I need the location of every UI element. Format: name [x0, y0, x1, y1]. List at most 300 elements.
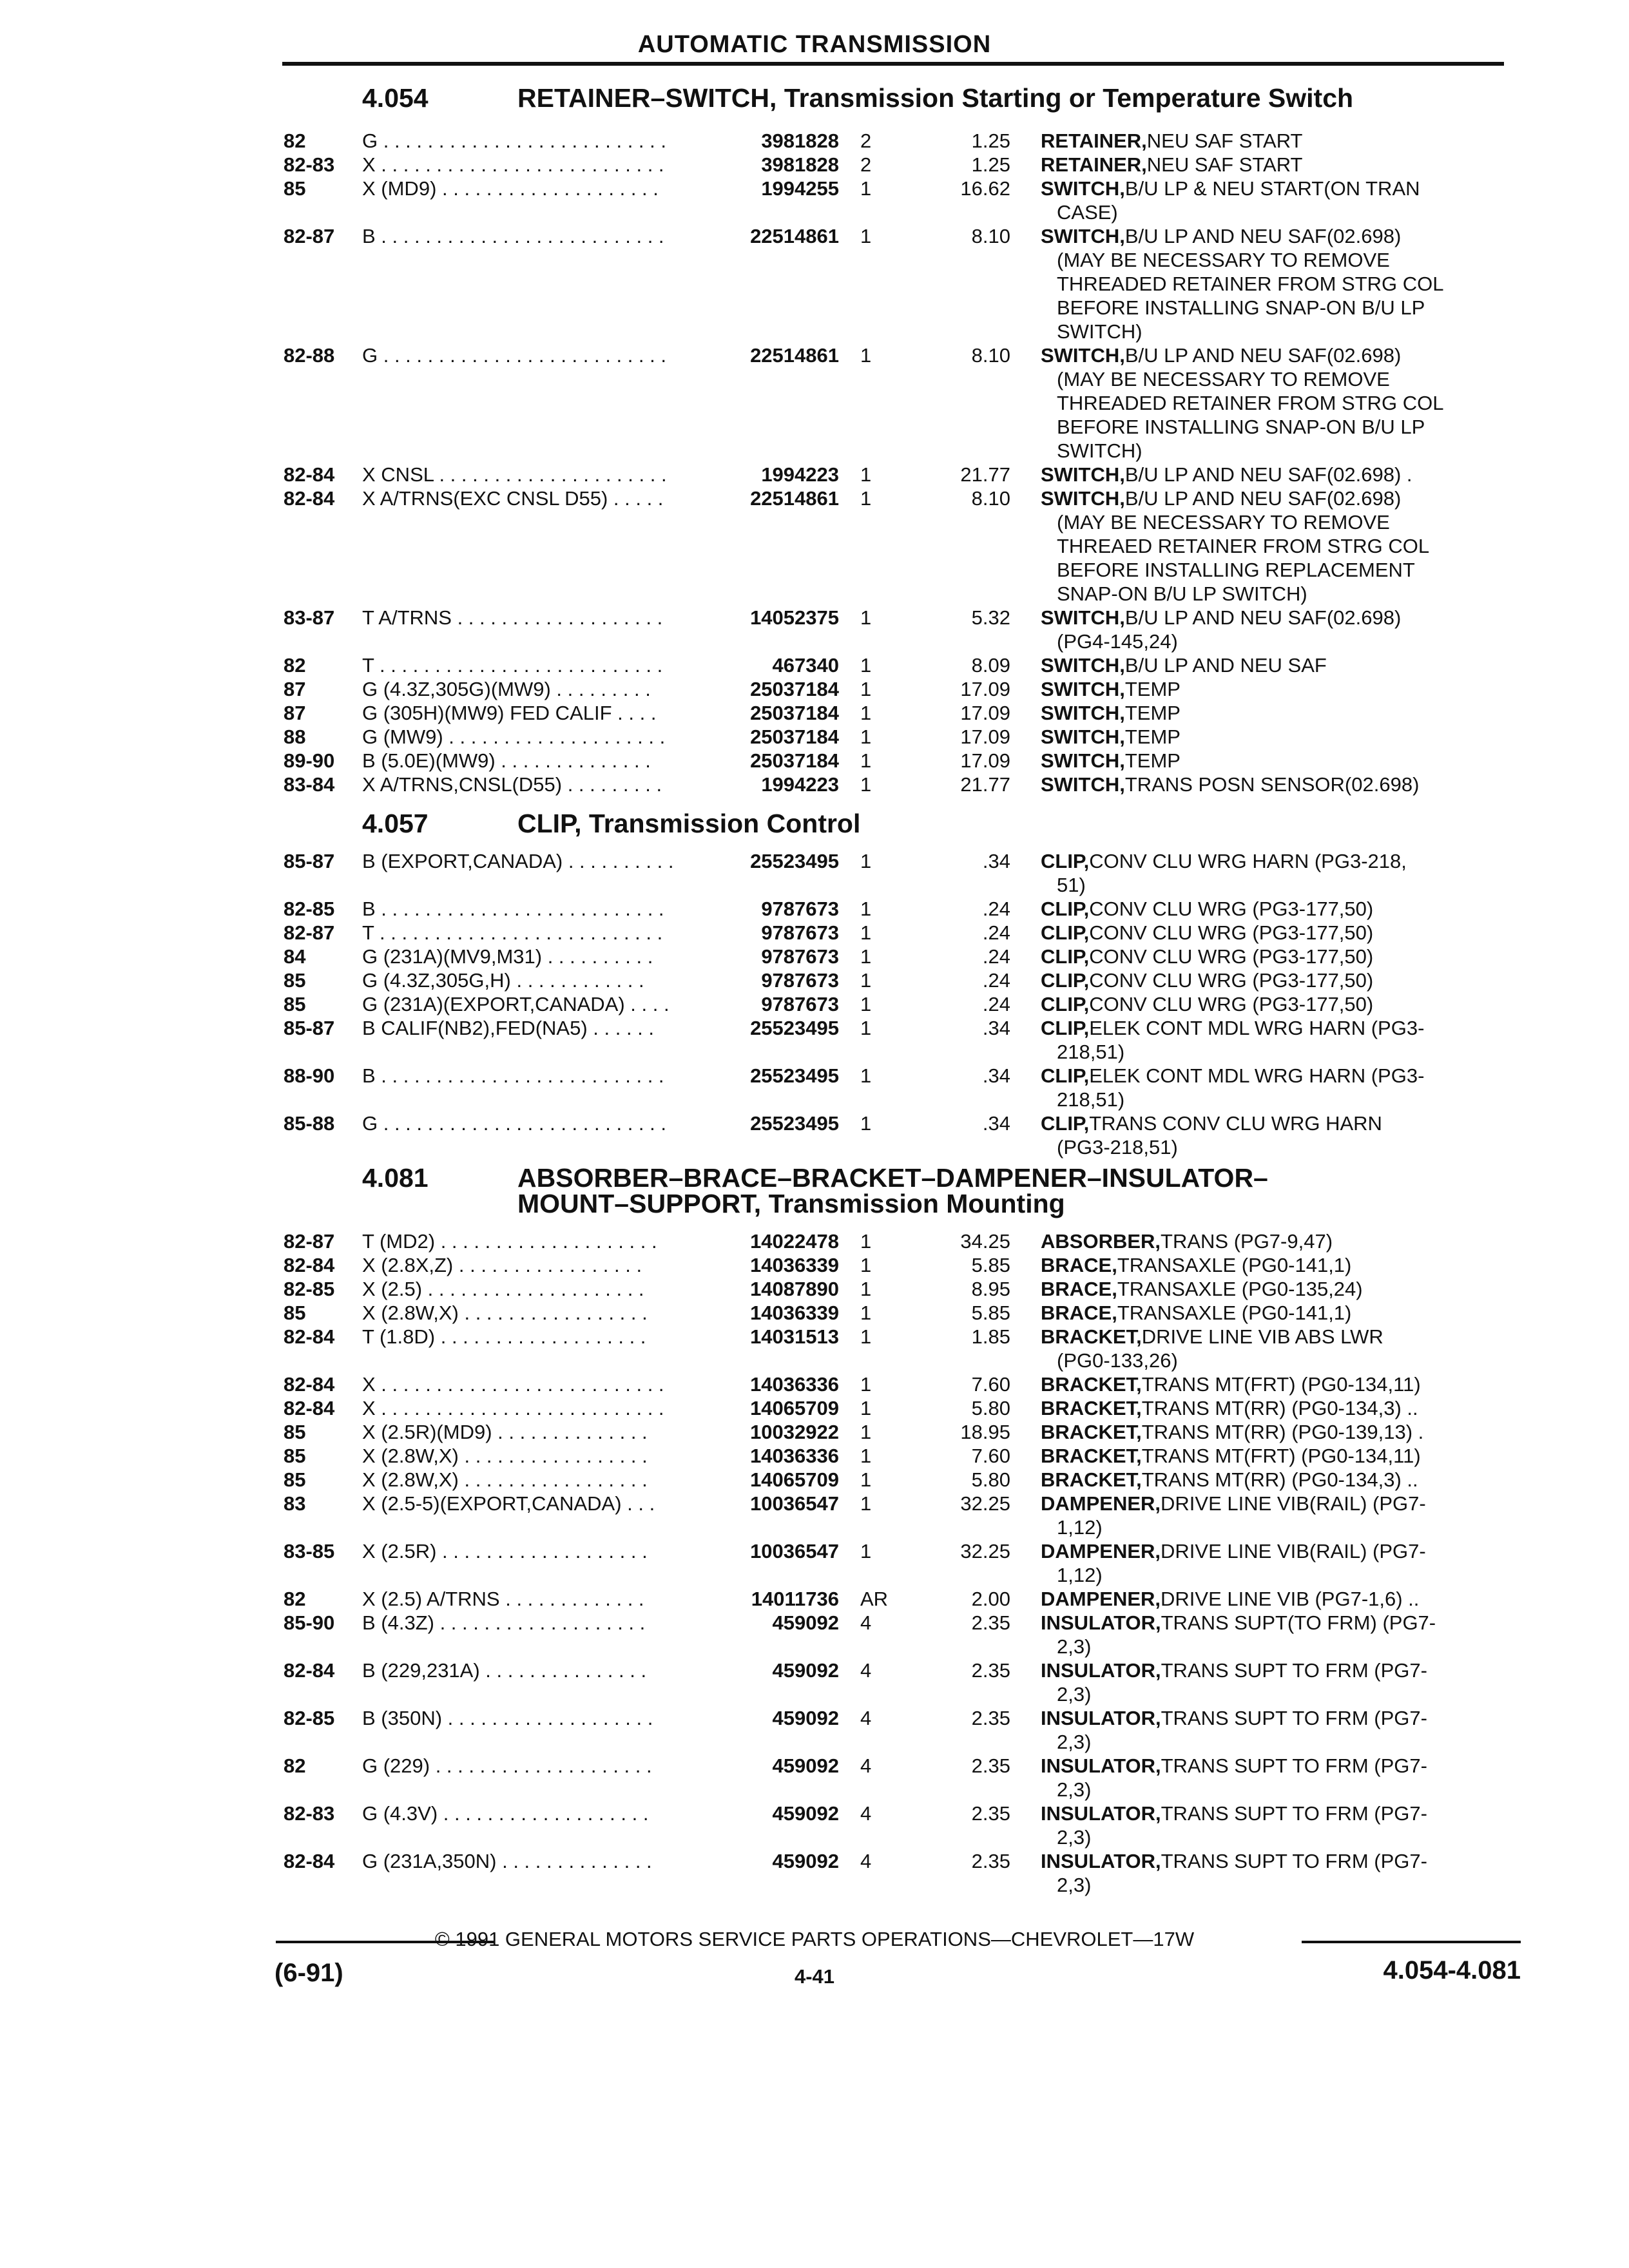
row-description-text: TRANSAXLE (PG0-141,1)	[1117, 1254, 1352, 1276]
row-year: 83-87	[284, 606, 335, 629]
row-part-number: 14087890	[744, 1277, 839, 1301]
row-description-continued: 2,3)	[1057, 1683, 1092, 1706]
row-part-number: 9787673	[755, 921, 839, 945]
row-part-number: 10032922	[744, 1420, 839, 1444]
row-description-bold: CLIP,	[1041, 921, 1090, 944]
row-description-continued: BEFORE INSTALLING SNAP-ON B/U LP	[1057, 416, 1425, 438]
row-price: .34	[982, 1112, 1010, 1135]
row-price: 17.09	[960, 678, 1010, 700]
row-description-continued: CASE)	[1057, 201, 1118, 224]
row-description-text: TRANS SUPT TO FRM (PG7-	[1161, 1802, 1427, 1825]
row-model: X (2.5) A/TRNS . . . . . . . . . . . . .	[362, 1588, 644, 1610]
row-model: B (229,231A) . . . . . . . . . . . . . . .	[362, 1659, 647, 1682]
row-year: 82-87	[284, 225, 335, 247]
row-quantity: 1	[860, 993, 872, 1015]
row-description-continued: SWITCH)	[1057, 439, 1142, 462]
row-part-number: 25037184	[744, 677, 839, 701]
row-description-continued: 2,3)	[1057, 1826, 1092, 1849]
row-description-bold: SWITCH,	[1041, 654, 1125, 677]
row-description-bold: DAMPENER,	[1041, 1492, 1161, 1515]
row-part-number: 14065709	[744, 1468, 839, 1492]
row-description-text: ELEK CONT MDL WRG HARN (PG3-	[1089, 1017, 1425, 1039]
row-part-number: 459092	[766, 1658, 839, 1682]
section-title-bold: ABSORBER–BRACE–BRACKET–DAMPENER–INSULATOR–	[517, 1163, 1268, 1193]
row-price: .24	[982, 898, 1010, 920]
row-part-number: 14036339	[744, 1301, 839, 1325]
row-description-text: TRANS MT(FRT) (PG0-134,11)	[1141, 1445, 1421, 1467]
row-description-bold: SWITCH,	[1041, 225, 1125, 247]
row-description-bold: SWITCH,	[1041, 749, 1125, 772]
row-description	[1041, 1016, 1425, 1040]
row-description-bold: CLIP,	[1041, 993, 1090, 1015]
row-price: 2.00	[971, 1588, 1010, 1610]
row-model: T (MD2) . . . . . . . . . . . . . . . . . . . .	[362, 1230, 657, 1253]
row-description	[1041, 945, 1374, 968]
row-model: X (2.8W,X) . . . . . . . . . . . . . . . . .	[362, 1468, 648, 1491]
row-price: 5.80	[971, 1397, 1010, 1419]
row-description	[1041, 153, 1303, 177]
row-year: 82	[284, 1588, 306, 1610]
row-description	[1041, 1587, 1420, 1611]
row-price: 17.09	[960, 726, 1010, 748]
row-description-text: TRANS MT(RR) (PG0-134,3) ..	[1141, 1397, 1418, 1419]
row-price: 21.77	[960, 773, 1010, 796]
row-year: 85	[284, 177, 306, 200]
row-year: 89-90	[284, 749, 335, 772]
row-part-number: 25037184	[744, 749, 839, 773]
footer-page-number: 4-41	[794, 1965, 835, 1988]
row-part-number: 14011736	[745, 1587, 839, 1611]
row-description-text: B/U LP AND NEU SAF(02.698)	[1124, 487, 1402, 510]
row-model: G (305H)(MW9) FED CALIF . . . .	[362, 702, 657, 724]
row-model: B (4.3Z) . . . . . . . . . . . . . . . . . . .	[362, 1611, 646, 1634]
section-title-rest: Transmission Starting or Temperature Switch	[784, 83, 1354, 113]
row-year: 83-84	[284, 773, 335, 796]
row-description-bold: BRACKET,	[1041, 1421, 1142, 1443]
row-model: X (2.5R)(MD9) . . . . . . . . . . . . . .	[362, 1421, 648, 1443]
row-description-bold: BRACKET,	[1041, 1445, 1142, 1467]
footer-section-range: 4.054-4.081	[1383, 1956, 1521, 1984]
row-description-text: CONV CLU WRG (PG3-177,50)	[1089, 945, 1374, 968]
row-description	[1041, 897, 1374, 921]
row-description-bold: CLIP,	[1041, 1064, 1090, 1087]
row-description-bold: BRACE,	[1041, 1302, 1117, 1324]
row-model: G (231A,350N) . . . . . . . . . . . . . .	[362, 1850, 652, 1872]
row-model: G (4.3Z,305G,H) . . . . . . . . . . . .	[362, 969, 644, 992]
row-description-bold: SWITCH,	[1041, 726, 1125, 748]
row-description-bold: BRACKET,	[1041, 1373, 1142, 1396]
row-description-text: TRANSAXLE (PG0-141,1)	[1117, 1302, 1352, 1324]
row-quantity: 1	[860, 1302, 872, 1324]
row-price: .34	[982, 850, 1010, 872]
row-quantity: 1	[860, 1373, 872, 1396]
row-description-continued: 2,3)	[1057, 1874, 1092, 1896]
row-description-text: TRANS POSN SENSOR(02.698)	[1124, 773, 1420, 796]
row-description-bold: INSULATOR,	[1041, 1707, 1161, 1729]
row-model: B (EXPORT,CANADA) . . . . . . . . . .	[362, 850, 674, 872]
row-description-bold: INSULATOR,	[1041, 1802, 1161, 1825]
row-year: 88	[284, 726, 306, 748]
row-quantity: 1	[860, 749, 872, 772]
row-description-continued: 2,3)	[1057, 1635, 1092, 1658]
row-part-number: 1994223	[755, 773, 839, 796]
row-description-continued: 2,3)	[1057, 1778, 1092, 1801]
row-description-bold: BRACE,	[1041, 1254, 1117, 1276]
row-quantity: 1	[860, 773, 872, 796]
row-part-number: 22514861	[744, 343, 839, 367]
row-price: 5.85	[971, 1302, 1010, 1324]
row-description	[1041, 968, 1374, 992]
row-description-continued: 1,12)	[1057, 1564, 1103, 1586]
row-quantity: 1	[860, 225, 872, 247]
row-year: 82-84	[284, 1659, 335, 1682]
row-description	[1041, 1229, 1333, 1253]
row-description-continued: BEFORE INSTALLING SNAP-ON B/U LP	[1057, 296, 1425, 319]
row-description-continued: (PG0-133,26)	[1057, 1349, 1178, 1372]
row-quantity: 1	[860, 1397, 872, 1419]
row-description	[1041, 1468, 1418, 1492]
row-model: X . . . . . . . . . . . . . . . . . . . . . . . . . .	[362, 1373, 664, 1396]
row-description	[1041, 725, 1181, 749]
section-title-rest: Transmission Control	[588, 809, 861, 838]
row-part-number: 1994255	[755, 177, 839, 200]
row-description-text: TRANS MT(FRT) (PG0-134,11)	[1141, 1373, 1421, 1396]
row-price: .24	[982, 921, 1010, 944]
row-description-text: DRIVE LINE VIB(RAIL) (PG7-	[1161, 1492, 1426, 1515]
section-title-rest: Transmission Mounting	[768, 1189, 1065, 1218]
row-description-text: DRIVE LINE VIB (PG7-1,6) ..	[1161, 1588, 1420, 1610]
row-quantity: 1	[860, 850, 872, 872]
row-quantity: AR	[860, 1588, 889, 1610]
row-price: 32.25	[960, 1540, 1010, 1562]
row-part-number: 9787673	[755, 945, 839, 968]
row-description	[1041, 1064, 1425, 1088]
row-description-text: TRANS MT(RR) (PG0-134,3) ..	[1141, 1468, 1418, 1491]
row-year: 83-85	[284, 1540, 335, 1562]
row-model: X . . . . . . . . . . . . . . . . . . . . . . . . . .	[362, 1397, 664, 1419]
row-quantity: 1	[860, 654, 872, 677]
row-description	[1041, 177, 1420, 200]
row-description-text: TEMP	[1124, 726, 1181, 748]
row-part-number: 14036339	[744, 1253, 839, 1277]
row-year: 82-83	[284, 153, 335, 176]
row-quantity: 1	[860, 1468, 872, 1491]
row-description-text: TRANSAXLE (PG0-135,24)	[1117, 1278, 1363, 1300]
row-model: G (231A)(MV9,M31) . . . . . . . . . .	[362, 945, 653, 968]
row-year: 87	[284, 702, 306, 724]
row-price: 2.35	[971, 1611, 1010, 1634]
row-description-continued: THREADED RETAINER FROM STRG COL	[1057, 392, 1444, 414]
row-description-bold: BRACE,	[1041, 1278, 1117, 1300]
row-description-bold: INSULATOR,	[1041, 1850, 1161, 1872]
row-quantity: 1	[860, 463, 872, 486]
row-model: B (350N) . . . . . . . . . . . . . . . . . . .	[362, 1707, 653, 1729]
row-description-bold: DAMPENER,	[1041, 1540, 1161, 1562]
row-description	[1041, 1301, 1352, 1325]
row-quantity: 1	[860, 702, 872, 724]
row-description-bold: SWITCH,	[1041, 678, 1125, 700]
row-price: 5.85	[971, 1254, 1010, 1276]
row-part-number: 14022478	[744, 1229, 839, 1253]
row-description	[1041, 1420, 1424, 1444]
row-price: 8.09	[971, 654, 1010, 677]
row-part-number: 14036336	[744, 1372, 839, 1396]
row-quantity: 1	[860, 1017, 872, 1039]
row-year: 87	[284, 678, 306, 700]
row-description-text: B/U LP AND NEU SAF(02.698)	[1124, 344, 1402, 367]
row-price: .24	[982, 993, 1010, 1015]
row-part-number: 3981828	[755, 153, 839, 177]
row-description-text: TRANS SUPT TO FRM (PG7-	[1161, 1754, 1427, 1777]
row-model: G (MW9) . . . . . . . . . . . . . . . . . . . .	[362, 726, 666, 748]
row-description-text: TRANS CONV CLU WRG HARN	[1089, 1112, 1382, 1135]
row-price: 2.35	[971, 1659, 1010, 1682]
row-price: 1.85	[971, 1325, 1010, 1348]
row-description-text: NEU SAF START	[1146, 130, 1303, 152]
row-model: X A/TRNS,CNSL(D55) . . . . . . . . .	[362, 773, 662, 796]
row-price: 7.60	[971, 1445, 1010, 1467]
row-model: X (2.5R) . . . . . . . . . . . . . . . . . . .	[362, 1540, 648, 1562]
row-description-bold: RETAINER,	[1041, 153, 1147, 176]
row-year: 85	[284, 969, 306, 992]
section-title-line2	[517, 1191, 1065, 1216]
row-quantity: 4	[860, 1707, 872, 1729]
row-description-bold: CLIP,	[1041, 850, 1090, 872]
row-quantity: 1	[860, 344, 872, 367]
row-part-number: 14052375	[744, 606, 839, 629]
row-model: T A/TRNS . . . . . . . . . . . . . . . . . . .	[362, 606, 663, 629]
row-year: 82	[284, 130, 306, 152]
row-part-number: 25037184	[744, 725, 839, 749]
row-year: 85	[284, 1421, 306, 1443]
row-description	[1041, 343, 1402, 367]
row-model: B (5.0E)(MW9) . . . . . . . . . . . . . .	[362, 749, 651, 772]
row-description-text: TRANS MT(RR) (PG0-139,13) .	[1141, 1421, 1424, 1443]
row-model: G (4.3Z,305G)(MW9) . . . . . . . . .	[362, 678, 651, 700]
row-quantity: 1	[860, 1230, 872, 1253]
section-title	[517, 85, 1353, 111]
row-description	[1041, 653, 1327, 677]
row-description	[1041, 1706, 1427, 1730]
row-year: 82-87	[284, 1230, 335, 1253]
row-description-text: TEMP	[1124, 749, 1181, 772]
row-part-number: 14031513	[744, 1325, 839, 1349]
footer-copyright: © 1991 GENERAL MOTORS SERVICE PARTS OPERATIONS—CHEVROLET—17W	[434, 1928, 1195, 1950]
row-year: 82-85	[284, 1278, 335, 1300]
row-model: B . . . . . . . . . . . . . . . . . . . . . . . . . .	[362, 1064, 664, 1087]
row-description	[1041, 1611, 1436, 1635]
row-description-text: TEMP	[1124, 678, 1181, 700]
row-price: 16.62	[960, 177, 1010, 200]
row-model: G . . . . . . . . . . . . . . . . . . . . . . . . . .	[362, 130, 666, 152]
row-year: 88-90	[284, 1064, 335, 1087]
row-price: 7.60	[971, 1373, 1010, 1396]
row-description-continued: THREADED RETAINER FROM STRG COL	[1057, 273, 1444, 295]
row-quantity: 4	[860, 1611, 872, 1634]
page-title: AUTOMATIC TRANSMISSION	[637, 31, 992, 58]
row-year: 85-88	[284, 1112, 335, 1135]
row-model: X (2.8W,X) . . . . . . . . . . . . . . . . .	[362, 1302, 648, 1324]
row-description-continued: (MAY BE NECESSARY TO REMOVE	[1057, 249, 1390, 271]
row-description-text: CONV CLU WRG (PG3-177,50)	[1089, 921, 1374, 944]
row-year: 82	[284, 1754, 306, 1777]
row-part-number: 10036547	[744, 1492, 839, 1515]
row-description-bold: SWITCH,	[1041, 463, 1125, 486]
row-part-number: 9787673	[755, 897, 839, 921]
row-part-number: 14065709	[744, 1396, 839, 1420]
row-price: 2.35	[971, 1850, 1010, 1872]
row-description	[1041, 1325, 1383, 1349]
section-title	[517, 811, 860, 836]
row-description	[1041, 849, 1407, 873]
row-description-continued: BEFORE INSTALLING REPLACEMENT	[1057, 559, 1415, 581]
row-description-continued: 218,51)	[1057, 1088, 1125, 1111]
section-title-bold: RETAINER–SWITCH,	[517, 83, 777, 113]
row-year: 82-84	[284, 1373, 335, 1396]
row-year: 85	[284, 993, 306, 1015]
section-title-line2-bold: MOUNT–SUPPORT,	[517, 1189, 762, 1218]
row-description-continued: 51)	[1057, 874, 1086, 896]
row-year: 85	[284, 1302, 306, 1324]
row-description-text: CONV CLU WRG (PG3-177,50)	[1089, 993, 1374, 1015]
row-part-number: 3981828	[755, 129, 839, 153]
row-price: 17.09	[960, 702, 1010, 724]
row-price: 2.35	[971, 1802, 1010, 1825]
row-part-number: 25037184	[744, 701, 839, 725]
row-part-number: 22514861	[744, 224, 839, 248]
row-description	[1041, 606, 1402, 629]
row-price: 5.32	[971, 606, 1010, 629]
section-number: 4.054	[362, 83, 429, 113]
row-price: 17.09	[960, 749, 1010, 772]
row-description-text: TEMP	[1124, 702, 1181, 724]
row-description-text: CONV CLU WRG (PG3-177,50)	[1089, 898, 1374, 920]
row-description	[1041, 1396, 1418, 1420]
row-part-number: 25523495	[744, 849, 839, 873]
row-quantity: 4	[860, 1659, 872, 1682]
row-model: G (229) . . . . . . . . . . . . . . . . . . . .	[362, 1754, 652, 1777]
row-quantity: 1	[860, 177, 872, 200]
row-description-bold: SWITCH,	[1041, 606, 1125, 629]
row-quantity: 1	[860, 1325, 872, 1348]
row-year: 82-84	[284, 1254, 335, 1276]
row-model: B . . . . . . . . . . . . . . . . . . . . . . . . . .	[362, 225, 664, 247]
row-description	[1041, 921, 1374, 945]
row-year: 85	[284, 1445, 306, 1467]
row-price: 34.25	[960, 1230, 1010, 1253]
row-description-continued: 2,3)	[1057, 1731, 1092, 1753]
row-year: 82-83	[284, 1802, 335, 1825]
row-description-text: TRANS SUPT TO FRM (PG7-	[1161, 1850, 1427, 1872]
row-description-text: B/U LP AND NEU SAF	[1124, 654, 1327, 677]
row-part-number: 25523495	[744, 1064, 839, 1088]
row-description	[1041, 773, 1420, 796]
row-description-bold: CLIP,	[1041, 945, 1090, 968]
row-year: 85-90	[284, 1611, 335, 1634]
row-description-continued: SWITCH)	[1057, 320, 1142, 343]
row-price: .34	[982, 1064, 1010, 1087]
row-year: 83	[284, 1492, 306, 1515]
row-description-bold: SWITCH,	[1041, 344, 1125, 367]
row-quantity: 1	[860, 726, 872, 748]
row-model: T . . . . . . . . . . . . . . . . . . . . . . . . . .	[362, 654, 663, 677]
row-price: 1.25	[971, 130, 1010, 152]
row-part-number: 467340	[766, 653, 839, 677]
section-title	[517, 1165, 1268, 1191]
row-description	[1041, 749, 1181, 773]
row-description-bold: INSULATOR,	[1041, 1659, 1161, 1682]
row-description	[1041, 1253, 1352, 1277]
row-description	[1041, 992, 1374, 1016]
row-part-number: 25523495	[744, 1016, 839, 1040]
row-description	[1041, 1658, 1427, 1682]
row-quantity: 1	[860, 606, 872, 629]
row-quantity: 1	[860, 1421, 872, 1443]
row-model: T (1.8D) . . . . . . . . . . . . . . . . . . .	[362, 1325, 646, 1348]
row-description-continued: (PG4-145,24)	[1057, 630, 1178, 653]
row-price: 8.10	[971, 344, 1010, 367]
row-model: B CALIF(NB2),FED(NA5) . . . . . .	[362, 1017, 655, 1039]
row-description-continued: (MAY BE NECESSARY TO REMOVE	[1057, 368, 1390, 390]
row-description	[1041, 463, 1412, 486]
row-year: 82-84	[284, 463, 335, 486]
row-model: X (2.5) . . . . . . . . . . . . . . . . . . . .	[362, 1278, 644, 1300]
row-description	[1041, 1802, 1427, 1825]
row-description	[1041, 129, 1303, 153]
row-description-bold: SWITCH,	[1041, 487, 1125, 510]
row-description	[1041, 1277, 1363, 1301]
row-description-bold: SWITCH,	[1041, 702, 1125, 724]
row-description	[1041, 486, 1402, 510]
row-description-continued: 218,51)	[1057, 1041, 1125, 1063]
row-description	[1041, 1754, 1427, 1778]
row-price: 5.80	[971, 1468, 1010, 1491]
row-quantity: 1	[860, 1278, 872, 1300]
row-description	[1041, 701, 1181, 725]
row-part-number: 9787673	[755, 992, 839, 1016]
row-description-bold: BRACKET,	[1041, 1468, 1142, 1491]
row-model: G (231A)(EXPORT,CANADA) . . . .	[362, 993, 670, 1015]
row-quantity: 4	[860, 1802, 872, 1825]
row-model: X A/TRNS(EXC CNSL D55) . . . . .	[362, 487, 664, 510]
row-description-bold: CLIP,	[1041, 1017, 1090, 1039]
row-year: 82-84	[284, 1397, 335, 1419]
row-part-number: 459092	[766, 1849, 839, 1873]
row-part-number: 459092	[766, 1611, 839, 1635]
row-model: G (4.3V) . . . . . . . . . . . . . . . . . . .	[362, 1802, 649, 1825]
row-price: 18.95	[960, 1421, 1010, 1443]
row-price: 2.35	[971, 1707, 1010, 1729]
row-quantity: 1	[860, 898, 872, 920]
row-quantity: 1	[860, 945, 872, 968]
row-description	[1041, 1372, 1421, 1396]
row-part-number: 459092	[766, 1706, 839, 1730]
row-description-text: TRANS SUPT TO FRM (PG7-	[1161, 1659, 1427, 1682]
row-model: G . . . . . . . . . . . . . . . . . . . . . . . . . .	[362, 344, 666, 367]
row-price: 2.35	[971, 1754, 1010, 1777]
row-description	[1041, 1849, 1427, 1873]
footer-date-code: (6-91)	[275, 1959, 343, 1987]
row-description	[1041, 1111, 1382, 1135]
row-part-number: 459092	[766, 1802, 839, 1825]
row-description-bold: DAMPENER,	[1041, 1588, 1161, 1610]
row-year: 82-84	[284, 487, 335, 510]
row-description-bold: CLIP,	[1041, 898, 1090, 920]
row-description	[1041, 1539, 1426, 1563]
row-part-number: 10036547	[744, 1539, 839, 1563]
row-model: B . . . . . . . . . . . . . . . . . . . . . . . . . .	[362, 898, 664, 920]
row-part-number: 14036336	[744, 1444, 839, 1468]
